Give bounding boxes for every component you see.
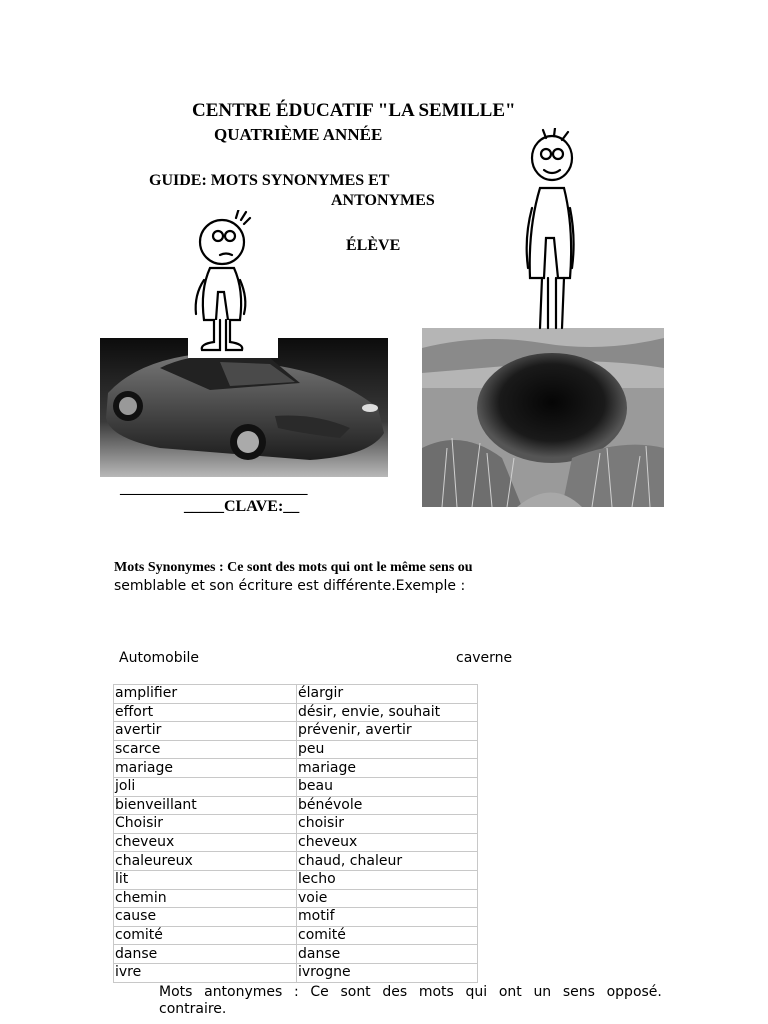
guide-title-line1: GUIDE: MOTS SYNONYMES ET [149, 172, 390, 189]
table-row [114, 889, 478, 908]
synonym-cell: peu [297, 740, 478, 759]
cartoon-figure-left [184, 210, 278, 358]
table-row [114, 963, 478, 982]
grade-subtitle: QUATRIÈME ANNÉE [214, 125, 383, 144]
table-row [114, 945, 478, 964]
antonyms-word: un [533, 984, 552, 1000]
antonyms-word: opposé. [606, 984, 662, 1000]
antonyms-word: mots [418, 984, 454, 1000]
word-cell: scarce [114, 740, 297, 759]
synonym-cell: bénévole [297, 796, 478, 815]
synonym-cell: danse [297, 945, 478, 964]
synonyms-table [113, 684, 478, 983]
table-row [114, 722, 478, 741]
example-automobile-label: Automobile [119, 650, 199, 666]
antonyms-word: : [294, 984, 299, 1000]
word-cell: effort [114, 703, 297, 722]
table-row [114, 777, 478, 796]
synonyms-definition-bold: Mots Synonymes : Ce sont des mots qui ont le même sens ou [114, 560, 473, 575]
cartoon-figure-right [518, 128, 582, 330]
antonyms-word: qui [465, 984, 488, 1000]
cave-photo [422, 328, 664, 507]
car-photo [100, 338, 388, 477]
table-row [114, 740, 478, 759]
synonym-cell: désir, envie, souhait [297, 703, 478, 722]
synonym-cell: mariage [297, 759, 478, 778]
word-cell: bienveillant [114, 796, 297, 815]
clave-label: _____CLAVE:__ [184, 498, 300, 515]
word-cell: comité [114, 926, 297, 945]
word-cell: lit [114, 870, 297, 889]
table-row [114, 703, 478, 722]
antonyms-word: des [382, 984, 408, 1000]
table-row [114, 870, 478, 889]
table-row [114, 815, 478, 834]
synonym-cell: cheveux [297, 833, 478, 852]
table-row [114, 833, 478, 852]
antonyms-word: sont [340, 984, 371, 1000]
table-row [114, 926, 478, 945]
antonyms-word: Mots [159, 984, 193, 1000]
synonyms-definition: semblable et son écriture est différente.Exemple : [114, 578, 466, 594]
synonym-cell: motif [297, 908, 478, 927]
word-cell: mariage [114, 759, 297, 778]
word-cell: ivre [114, 963, 297, 982]
synonym-cell: élargir [297, 685, 478, 704]
synonym-cell: chaud, chaleur [297, 852, 478, 871]
word-cell: cheveux [114, 833, 297, 852]
name-blank: _________________________ [120, 481, 308, 497]
table-row [114, 759, 478, 778]
synonym-cell: beau [297, 777, 478, 796]
example-caverne-label: caverne [456, 650, 513, 666]
student-label: ÉLÈVE [346, 237, 401, 254]
word-cell: danse [114, 945, 297, 964]
word-cell: amplifier [114, 685, 297, 704]
synonym-cell: choisir [297, 815, 478, 834]
synonym-cell: voie [297, 889, 478, 908]
word-cell: cause [114, 908, 297, 927]
synonym-cell: comité [297, 926, 478, 945]
word-cell: joli [114, 777, 297, 796]
table-row [114, 852, 478, 871]
synonym-cell: ivrogne [297, 963, 478, 982]
antonyms-definition [159, 984, 662, 1018]
antonyms-word: ont [498, 984, 522, 1000]
word-cell: chaleureux [114, 852, 297, 871]
guide-title-line2: ANTONYMES [331, 192, 435, 209]
table-row [114, 685, 478, 704]
antonyms-word: antonymes [204, 984, 283, 1000]
word-cell: Choisir [114, 815, 297, 834]
word-cell: avertir [114, 722, 297, 741]
antonyms-word: Ce [310, 984, 329, 1000]
synonym-cell: prévenir, avertir [297, 722, 478, 741]
antonyms-definition-line1 [159, 984, 662, 1001]
page-title: CENTRE ÉDUCATIF "LA SEMILLE" [192, 100, 516, 121]
antonyms-word: sens [562, 984, 595, 1000]
table-row [114, 908, 478, 927]
synonym-cell: lecho [297, 870, 478, 889]
antonyms-definition-line2: contraire. [159, 1001, 227, 1017]
table-row [114, 796, 478, 815]
word-cell: chemin [114, 889, 297, 908]
